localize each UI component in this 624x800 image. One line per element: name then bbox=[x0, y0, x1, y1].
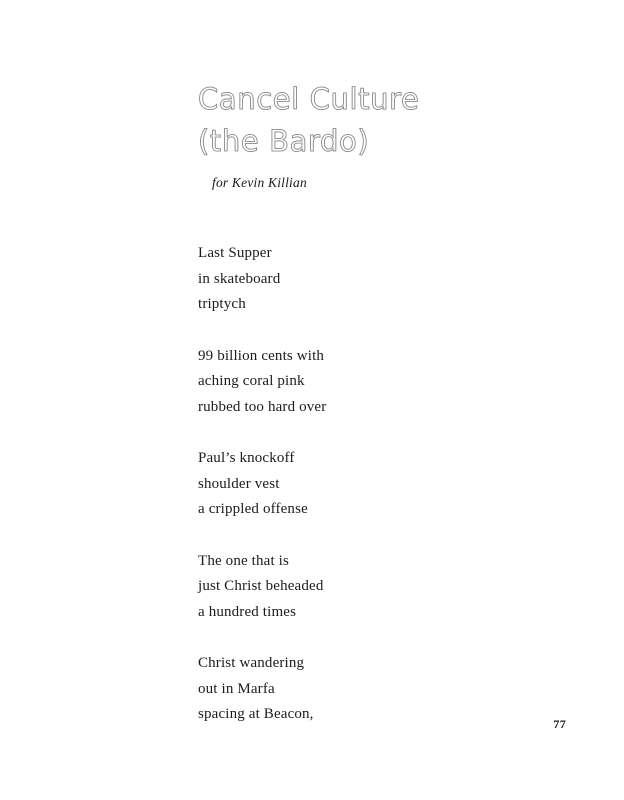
poem-line: triptych bbox=[198, 296, 246, 312]
poem-line: Paul’s knockoff bbox=[198, 450, 295, 466]
stanza bbox=[198, 446, 538, 523]
poem-line: a crippled offense bbox=[198, 501, 308, 517]
poem-line: 99 billion cents with bbox=[198, 347, 325, 364]
stanza bbox=[198, 241, 538, 318]
poem-line: aching coral pink bbox=[198, 373, 305, 389]
poem-line: Last Supper bbox=[198, 245, 272, 261]
poem-line: Christ wandering bbox=[198, 655, 305, 671]
stanza bbox=[198, 344, 538, 421]
poem-line: just Christ beheaded bbox=[198, 578, 324, 594]
poem-title-line-2: (the Bardo) bbox=[198, 124, 370, 158]
poem-line: in skateboard bbox=[198, 270, 281, 287]
page-number: 77 bbox=[553, 717, 566, 731]
poem-body bbox=[198, 241, 538, 728]
poem-title-line-1: Cancel Culture bbox=[198, 82, 420, 116]
poem-title bbox=[198, 78, 578, 162]
poem-line: a hundred times bbox=[198, 603, 297, 620]
stanza bbox=[198, 651, 538, 728]
poem-line: The one that is bbox=[198, 552, 289, 569]
poem-dedication: for Kevin Killian bbox=[212, 175, 307, 190]
poem-line: shoulder vest bbox=[198, 475, 280, 492]
poem-line: spacing at Beacon, bbox=[198, 706, 314, 722]
stanza bbox=[198, 549, 538, 626]
poem-line: out in Marfa bbox=[198, 680, 275, 697]
poem-line: rubbed too hard over bbox=[198, 398, 327, 415]
